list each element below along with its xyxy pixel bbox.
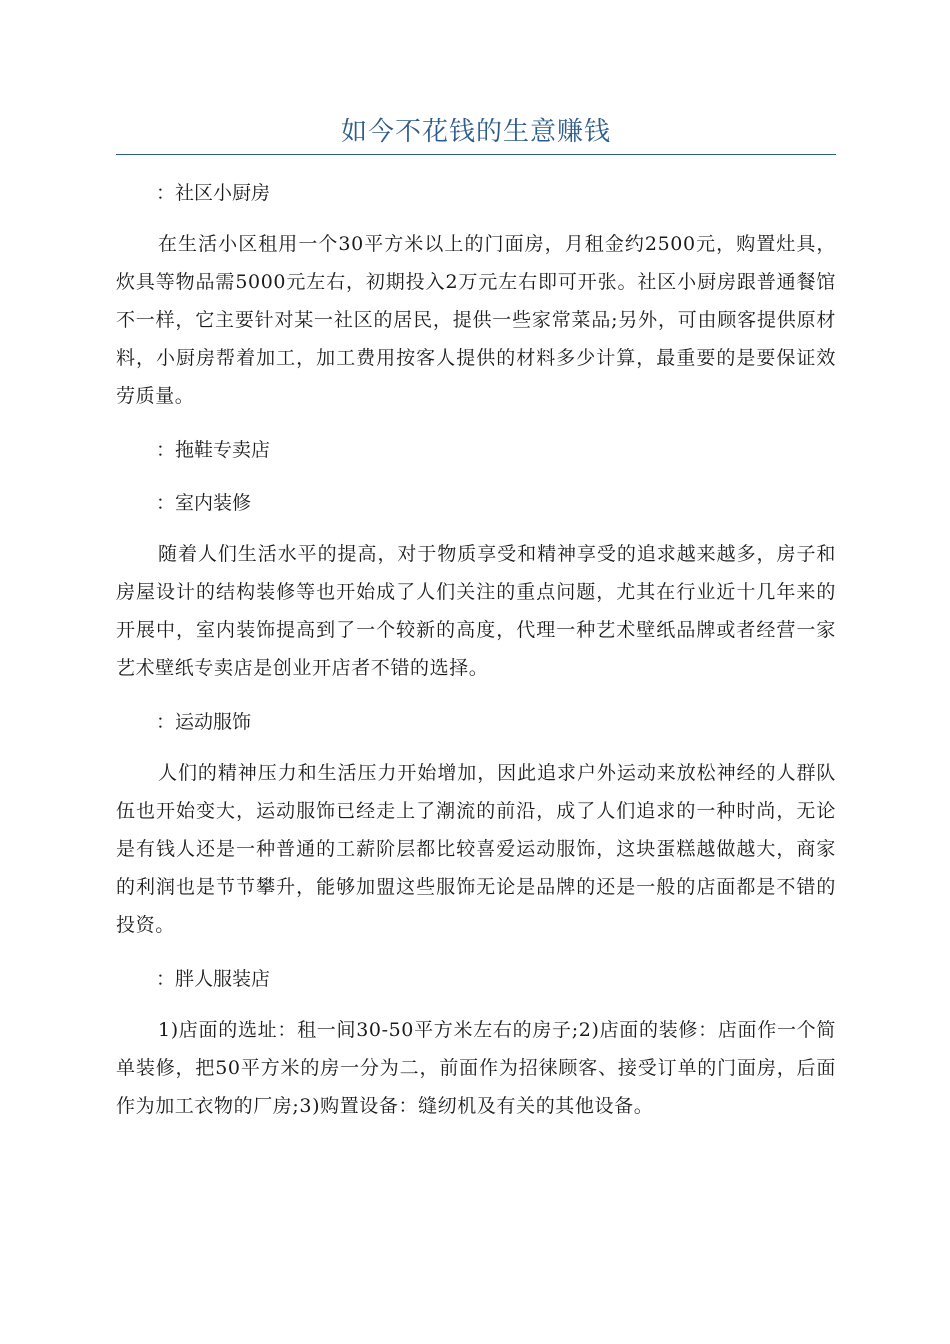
section-paragraph-interior-decoration: 随着人们生活水平的提高，对于物质享受和精神享受的追求越来越多，房子和房屋设计的结构装修等也开始成了人们关注的重点问题，尤其在行业近十几年来的开展中，室内装饰提高到了一个较新的高度，代理一种艺术壁纸品牌或者经营一家艺术壁纸专卖店是创业开店者不错的选择。 — [116, 543, 836, 679]
section-heading-interior-decoration: ：室内装修 — [156, 492, 252, 514]
section-heading-plus-size-clothing: ：胖人服装店 — [156, 968, 271, 990]
document-title: 如今不花钱的生意赚钱 — [340, 117, 611, 147]
section-paragraph-plus-size-clothing: 1)店面的选址：租一间30-50平方米左右的房子;2)店面的装修：店面作一个简单装修，把50平方米的房一分为二，前面作为招徕顾客、接受订单的门面房，后面作为加工衣物的厂房;3)购置设备：缝纫机及有关的其他设备。 — [116, 1019, 836, 1117]
document-body — [116, 172, 836, 1139]
section-heading-community-kitchen: ：社区小厨房 — [156, 182, 271, 204]
section-paragraph-community-kitchen: 在生活小区租用一个30平方米以上的门面房，月租金约2500元，购置灶具，炊具等物品需5000元左右，初期投入2万元左右即可开张。社区小厨房跟普通餐馆不一样，它主要针对某一社区的居民，提供一些家常菜品;另外，可由顾客提供原材料，小厨房帮着加工，加工费用按客人提供的材料多少计算，最重要的是要保证效劳质量。 — [116, 233, 836, 407]
section-heading-sportswear: ：运动服饰 — [156, 711, 252, 733]
title-underline — [116, 154, 836, 155]
section-heading-slipper-store: ：拖鞋专卖店 — [156, 439, 271, 461]
section-paragraph-sportswear: 人们的精神压力和生活压力开始增加，因此追求户外运动来放松神经的人群队伍也开始变大，运动服饰已经走上了潮流的前沿，成了人们追求的一种时尚，无论是有钱人还是一种普通的工薪阶层都比较喜爱运动服饰，这块蛋糕越做越大，商家的利润也是节节攀升，能够加盟这些服饰无论是品牌的还是一般的店面都是不错的投资。 — [116, 762, 836, 936]
